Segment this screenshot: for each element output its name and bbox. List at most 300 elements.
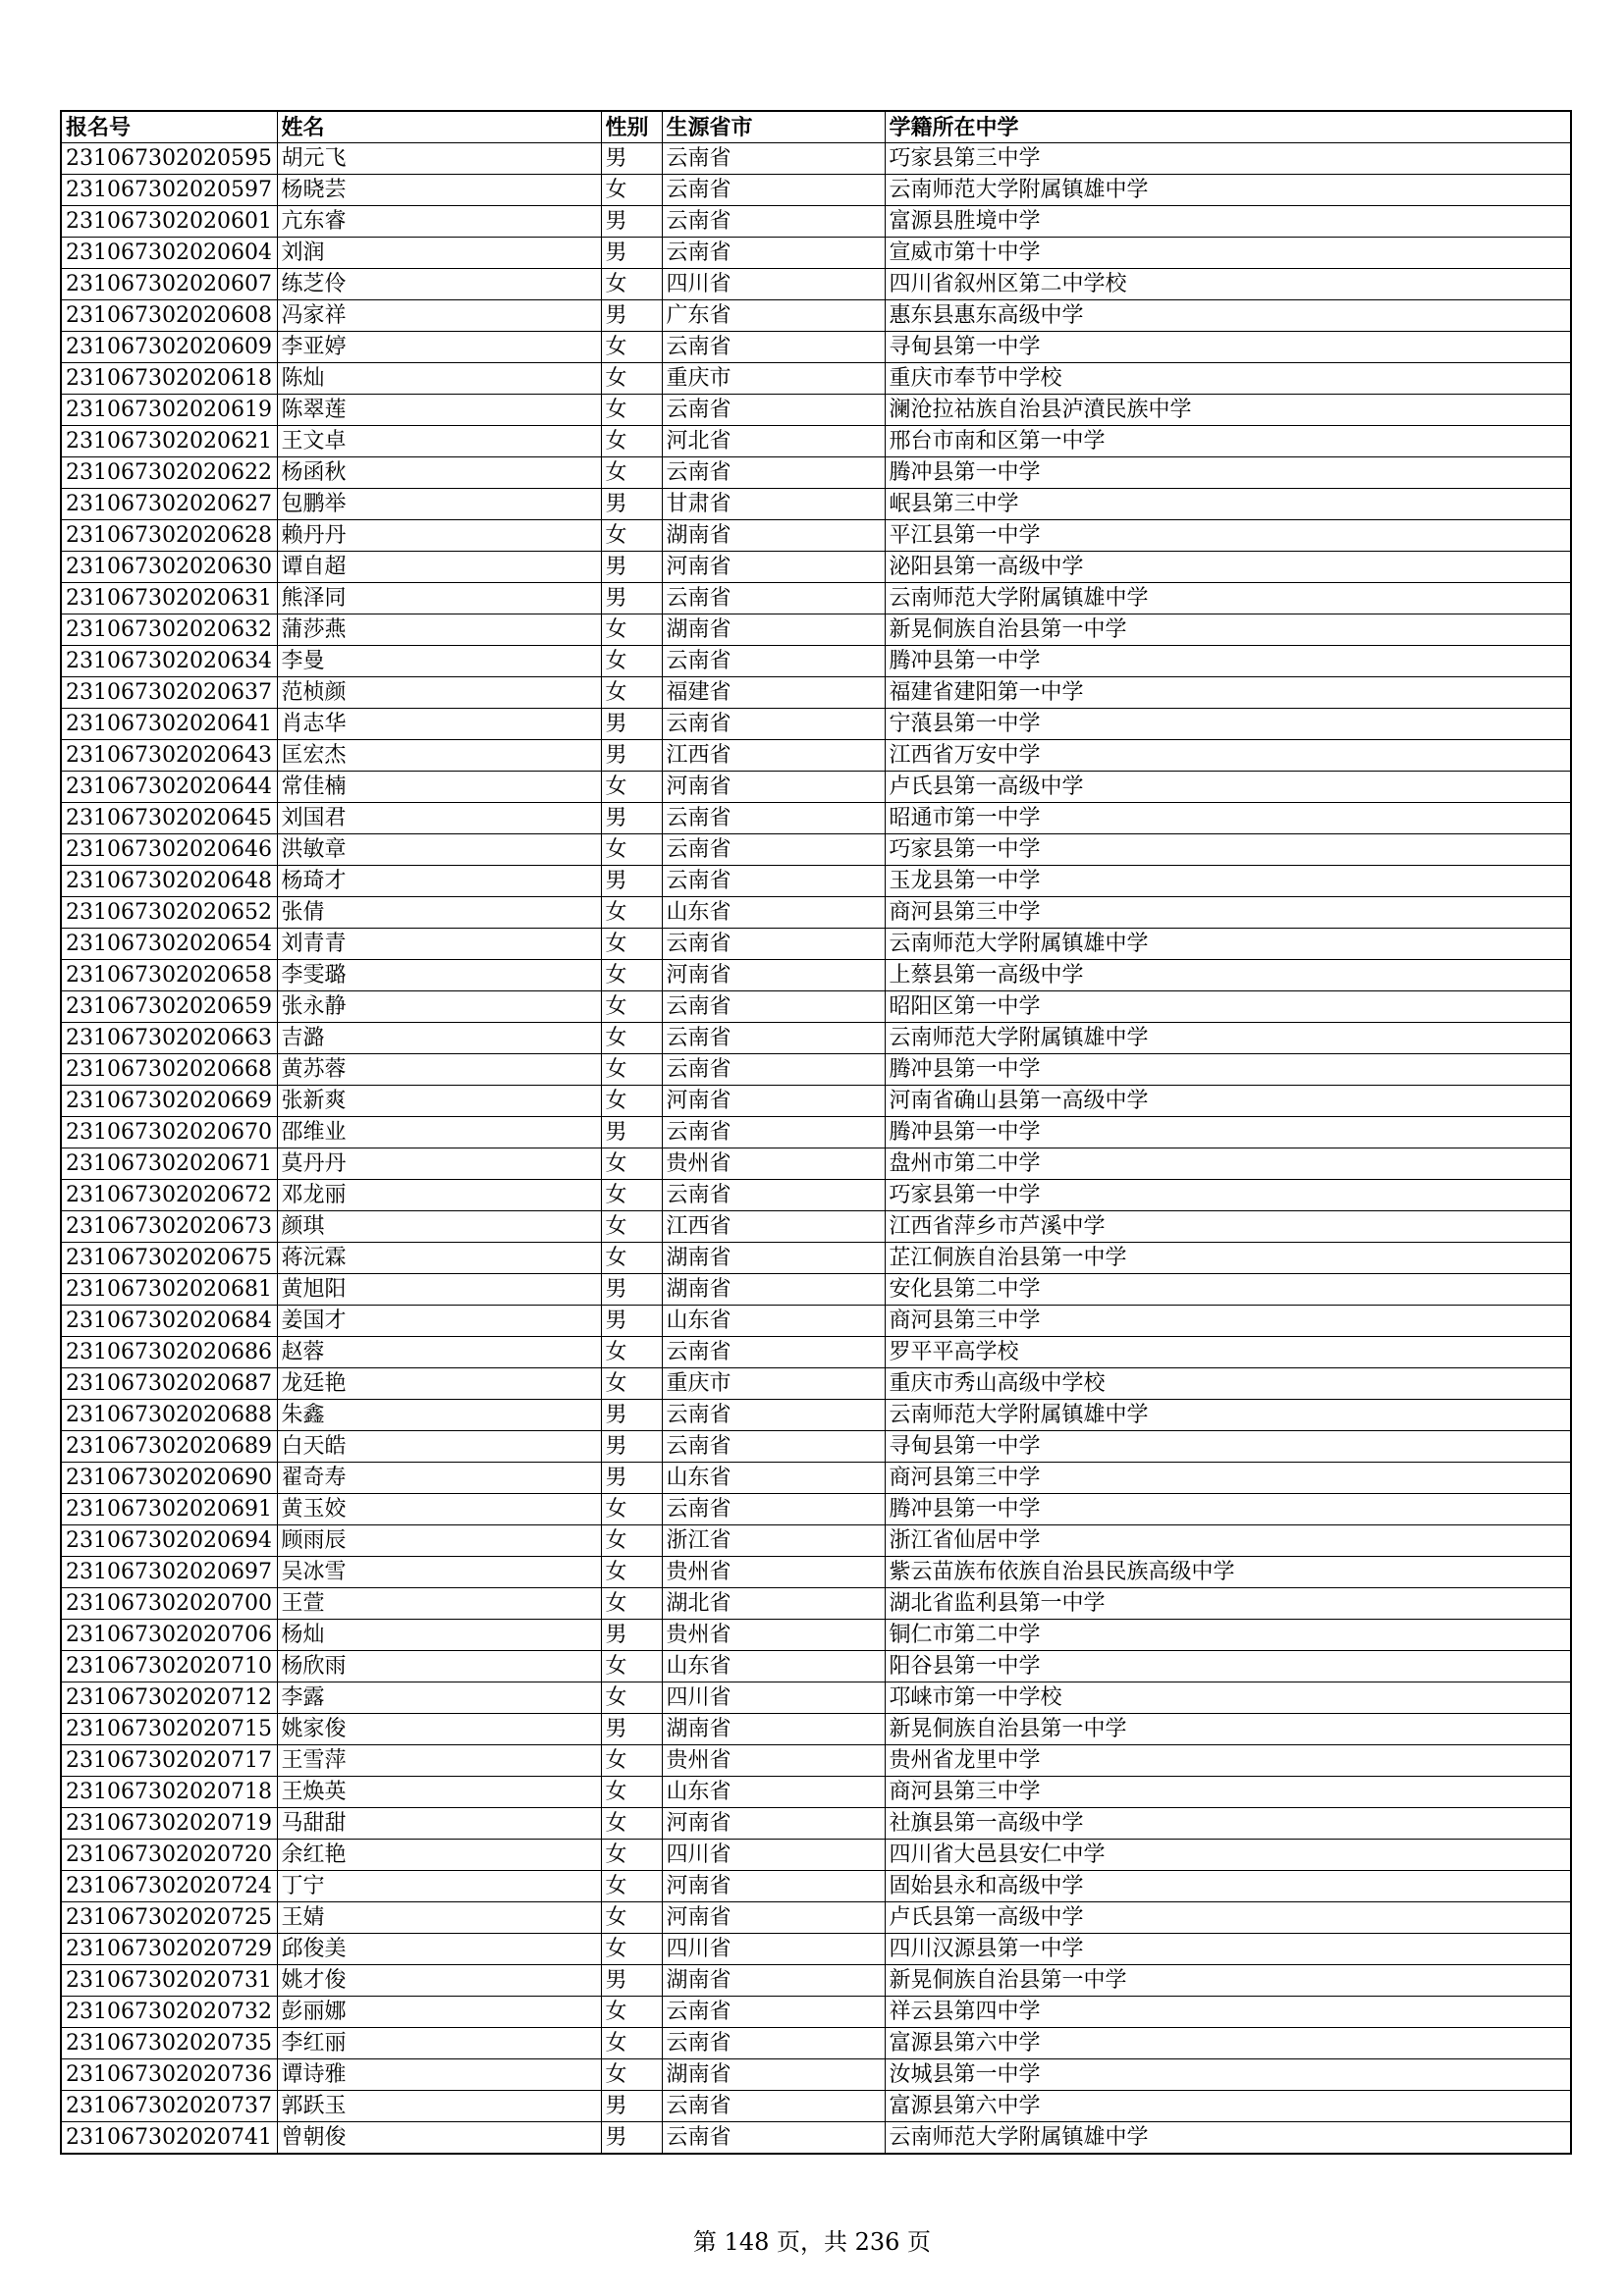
high-school-cell: 邛崃市第一中学校 xyxy=(885,1682,1571,1714)
high-school-cell: 巧家县第一中学 xyxy=(885,1180,1571,1211)
gender-cell: 女 xyxy=(601,1086,662,1117)
table-row xyxy=(61,2122,1571,2155)
high-school-cell: 重庆市奉节中学校 xyxy=(885,363,1571,395)
table-row xyxy=(61,1840,1571,1871)
gender-cell: 女 xyxy=(601,363,662,395)
origin-province-cell: 云南省 xyxy=(662,175,885,206)
registration-number-cell: 231067302020634 xyxy=(61,646,277,677)
origin-province-cell: 四川省 xyxy=(662,1840,885,1871)
table-row xyxy=(61,1745,1571,1777)
registration-number-cell: 231067302020643 xyxy=(61,740,277,772)
high-school-cell: 四川省大邑县安仁中学 xyxy=(885,1840,1571,1871)
gender-cell: 男 xyxy=(601,1306,662,1337)
gender-cell: 女 xyxy=(601,1682,662,1714)
high-school-cell: 腾冲县第一中学 xyxy=(885,1054,1571,1086)
table-row xyxy=(61,1525,1571,1557)
name-cell: 丁宁 xyxy=(277,1871,601,1902)
name-cell: 黄苏蓉 xyxy=(277,1054,601,1086)
high-school-cell: 新晃侗族自治县第一中学 xyxy=(885,1714,1571,1745)
origin-province-cell: 云南省 xyxy=(662,991,885,1023)
high-school-cell: 邢台市南和区第一中学 xyxy=(885,426,1571,457)
registration-number-cell: 231067302020648 xyxy=(61,866,277,897)
table-row xyxy=(61,395,1571,426)
gender-cell: 男 xyxy=(601,1714,662,1745)
gender-cell: 男 xyxy=(601,709,662,740)
name-cell: 常佳楠 xyxy=(277,772,601,803)
origin-province-cell: 重庆市 xyxy=(662,1368,885,1400)
name-cell: 邓龙丽 xyxy=(277,1180,601,1211)
registration-number-cell: 231067302020690 xyxy=(61,1463,277,1494)
registration-number-cell: 231067302020670 xyxy=(61,1117,277,1148)
high-school-cell: 昭阳区第一中学 xyxy=(885,991,1571,1023)
high-school-cell: 上蔡县第一高级中学 xyxy=(885,960,1571,991)
gender-cell: 女 xyxy=(601,1180,662,1211)
name-cell: 杨琦才 xyxy=(277,866,601,897)
origin-province-cell: 山东省 xyxy=(662,897,885,929)
table-row xyxy=(61,1808,1571,1840)
registration-number-cell: 231067302020735 xyxy=(61,2028,277,2059)
name-cell: 郭跃玉 xyxy=(277,2091,601,2122)
gender-cell: 女 xyxy=(601,332,662,363)
high-school-cell: 平江县第一中学 xyxy=(885,520,1571,552)
high-school-cell: 腾冲县第一中学 xyxy=(885,646,1571,677)
table-body xyxy=(61,143,1571,2155)
high-school-cell: 云南师范大学附属镇雄中学 xyxy=(885,929,1571,960)
registration-number-cell: 231067302020684 xyxy=(61,1306,277,1337)
table-row xyxy=(61,1054,1571,1086)
registration-number-cell: 231067302020732 xyxy=(61,1997,277,2028)
gender-cell: 女 xyxy=(601,1588,662,1620)
name-cell: 张倩 xyxy=(277,897,601,929)
high-school-cell: 寻甸县第一中学 xyxy=(885,332,1571,363)
origin-province-cell: 云南省 xyxy=(662,206,885,238)
table-row xyxy=(61,1871,1571,1902)
origin-province-cell: 河南省 xyxy=(662,1871,885,1902)
registration-number-cell: 231067302020621 xyxy=(61,426,277,457)
gender-cell: 男 xyxy=(601,1400,662,1431)
name-cell: 黄旭阳 xyxy=(277,1274,601,1306)
origin-province-cell: 湖南省 xyxy=(662,520,885,552)
name-cell: 练芝伶 xyxy=(277,269,601,300)
registration-number-cell: 231067302020671 xyxy=(61,1148,277,1180)
origin-province-cell: 山东省 xyxy=(662,1651,885,1682)
header-gender: 性别 xyxy=(601,111,662,143)
high-school-cell: 商河县第三中学 xyxy=(885,1463,1571,1494)
name-cell: 张永静 xyxy=(277,991,601,1023)
high-school-cell: 富源县第六中学 xyxy=(885,2028,1571,2059)
table-row xyxy=(61,614,1571,646)
name-cell: 肖志华 xyxy=(277,709,601,740)
high-school-cell: 寻甸县第一中学 xyxy=(885,1431,1571,1463)
high-school-cell: 澜沧拉祜族自治县泸濆民族中学 xyxy=(885,395,1571,426)
gender-cell: 男 xyxy=(601,583,662,614)
gender-cell: 女 xyxy=(601,646,662,677)
high-school-cell: 腾冲县第一中学 xyxy=(885,1494,1571,1525)
origin-province-cell: 云南省 xyxy=(662,1337,885,1368)
gender-cell: 女 xyxy=(601,1243,662,1274)
origin-province-cell: 云南省 xyxy=(662,646,885,677)
gender-cell: 女 xyxy=(601,1808,662,1840)
origin-province-cell: 云南省 xyxy=(662,1494,885,1525)
registration-number-cell: 231067302020687 xyxy=(61,1368,277,1400)
table-row xyxy=(61,1777,1571,1808)
table-row xyxy=(61,929,1571,960)
origin-province-cell: 四川省 xyxy=(662,1934,885,1965)
high-school-cell: 岷县第三中学 xyxy=(885,489,1571,520)
origin-province-cell: 云南省 xyxy=(662,395,885,426)
high-school-cell: 湖北省监利县第一中学 xyxy=(885,1588,1571,1620)
page-footer: 第 148 页，共 236 页 xyxy=(692,2228,932,2256)
gender-cell: 女 xyxy=(601,929,662,960)
registration-number-cell: 231067302020631 xyxy=(61,583,277,614)
name-cell: 刘润 xyxy=(277,238,601,269)
high-school-cell: 富源县胜境中学 xyxy=(885,206,1571,238)
high-school-cell: 富源县第六中学 xyxy=(885,2091,1571,2122)
high-school-cell: 四川省叙州区第二中学校 xyxy=(885,269,1571,300)
high-school-cell: 新晃侗族自治县第一中学 xyxy=(885,614,1571,646)
high-school-cell: 卢氏县第一高级中学 xyxy=(885,1902,1571,1934)
registration-number-cell: 231067302020718 xyxy=(61,1777,277,1808)
gender-cell: 女 xyxy=(601,1777,662,1808)
registration-number-cell: 231067302020627 xyxy=(61,489,277,520)
gender-cell: 男 xyxy=(601,143,662,175)
high-school-cell: 昭通市第一中学 xyxy=(885,803,1571,834)
table-row xyxy=(61,1086,1571,1117)
table-row xyxy=(61,489,1571,520)
origin-province-cell: 江西省 xyxy=(662,740,885,772)
registration-number-cell: 231067302020607 xyxy=(61,269,277,300)
gender-cell: 男 xyxy=(601,238,662,269)
name-cell: 龙廷艳 xyxy=(277,1368,601,1400)
registration-number-cell: 231067302020597 xyxy=(61,175,277,206)
high-school-cell: 河南省确山县第一高级中学 xyxy=(885,1086,1571,1117)
origin-province-cell: 河南省 xyxy=(662,1902,885,1934)
name-cell: 杨函秋 xyxy=(277,457,601,489)
registration-number-cell: 231067302020595 xyxy=(61,143,277,175)
origin-province-cell: 云南省 xyxy=(662,457,885,489)
name-cell: 谭自超 xyxy=(277,552,601,583)
registration-number-cell: 231067302020686 xyxy=(61,1337,277,1368)
registration-number-cell: 231067302020663 xyxy=(61,1023,277,1054)
registration-number-cell: 231067302020700 xyxy=(61,1588,277,1620)
name-cell: 范桢颜 xyxy=(277,677,601,709)
table-row xyxy=(61,1243,1571,1274)
table-row xyxy=(61,457,1571,489)
high-school-cell: 祥云县第四中学 xyxy=(885,1997,1571,2028)
name-cell: 李露 xyxy=(277,1682,601,1714)
registration-number-cell: 231067302020691 xyxy=(61,1494,277,1525)
gender-cell: 男 xyxy=(601,1274,662,1306)
table-row xyxy=(61,1965,1571,1997)
high-school-cell: 盘州市第二中学 xyxy=(885,1148,1571,1180)
gender-cell: 女 xyxy=(601,991,662,1023)
table-row xyxy=(61,1400,1571,1431)
high-school-cell: 玉龙县第一中学 xyxy=(885,866,1571,897)
gender-cell: 女 xyxy=(601,1368,662,1400)
origin-province-cell: 湖北省 xyxy=(662,1588,885,1620)
table-header-row xyxy=(61,111,1571,143)
high-school-cell: 重庆市秀山高级中学校 xyxy=(885,1368,1571,1400)
high-school-cell: 江西省萍乡市芦溪中学 xyxy=(885,1211,1571,1243)
gender-cell: 女 xyxy=(601,1934,662,1965)
header-name: 姓名 xyxy=(277,111,601,143)
gender-cell: 男 xyxy=(601,866,662,897)
high-school-cell: 固始县永和高级中学 xyxy=(885,1871,1571,1902)
high-school-cell: 宁蒗县第一中学 xyxy=(885,709,1571,740)
registration-number-cell: 231067302020668 xyxy=(61,1054,277,1086)
gender-cell: 女 xyxy=(601,1023,662,1054)
table-row xyxy=(61,1180,1571,1211)
table-row xyxy=(61,583,1571,614)
table-row xyxy=(61,1274,1571,1306)
name-cell: 王萱 xyxy=(277,1588,601,1620)
table-row xyxy=(61,238,1571,269)
origin-province-cell: 重庆市 xyxy=(662,363,885,395)
name-cell: 李雯璐 xyxy=(277,960,601,991)
gender-cell: 女 xyxy=(601,1902,662,1934)
table-row xyxy=(61,1620,1571,1651)
registration-number-cell: 231067302020675 xyxy=(61,1243,277,1274)
table-row xyxy=(61,1997,1571,2028)
registration-number-cell: 231067302020706 xyxy=(61,1620,277,1651)
name-cell: 熊泽同 xyxy=(277,583,601,614)
table-row xyxy=(61,2059,1571,2091)
origin-province-cell: 云南省 xyxy=(662,1400,885,1431)
name-cell: 杨灿 xyxy=(277,1620,601,1651)
registration-number-cell: 231067302020658 xyxy=(61,960,277,991)
gender-cell: 女 xyxy=(601,1745,662,1777)
registration-number-cell: 231067302020654 xyxy=(61,929,277,960)
origin-province-cell: 四川省 xyxy=(662,269,885,300)
high-school-cell: 罗平平高学校 xyxy=(885,1337,1571,1368)
origin-province-cell: 福建省 xyxy=(662,677,885,709)
high-school-cell: 阳谷县第一中学 xyxy=(885,1651,1571,1682)
registration-number-cell: 231067302020712 xyxy=(61,1682,277,1714)
high-school-cell: 卢氏县第一高级中学 xyxy=(885,772,1571,803)
table-row xyxy=(61,520,1571,552)
name-cell: 王焕英 xyxy=(277,1777,601,1808)
name-cell: 王雪萍 xyxy=(277,1745,601,1777)
name-cell: 杨晓芸 xyxy=(277,175,601,206)
gender-cell: 女 xyxy=(601,520,662,552)
gender-cell: 男 xyxy=(601,206,662,238)
table-row xyxy=(61,772,1571,803)
origin-province-cell: 云南省 xyxy=(662,238,885,269)
table-row xyxy=(61,1714,1571,1745)
high-school-cell: 贵州省龙里中学 xyxy=(885,1745,1571,1777)
high-school-cell: 社旗县第一高级中学 xyxy=(885,1808,1571,1840)
table-row xyxy=(61,332,1571,363)
registration-number-cell: 231067302020630 xyxy=(61,552,277,583)
name-cell: 王婧 xyxy=(277,1902,601,1934)
origin-province-cell: 浙江省 xyxy=(662,1525,885,1557)
gender-cell: 女 xyxy=(601,426,662,457)
name-cell: 黄玉姣 xyxy=(277,1494,601,1525)
name-cell: 李亚婷 xyxy=(277,332,601,363)
origin-province-cell: 河南省 xyxy=(662,552,885,583)
registration-number-cell: 231067302020641 xyxy=(61,709,277,740)
gender-cell: 女 xyxy=(601,1871,662,1902)
table-row xyxy=(61,143,1571,175)
origin-province-cell: 湖南省 xyxy=(662,1714,885,1745)
gender-cell: 女 xyxy=(601,1211,662,1243)
origin-province-cell: 云南省 xyxy=(662,1023,885,1054)
high-school-cell: 惠东县惠东高级中学 xyxy=(885,300,1571,332)
gender-cell: 女 xyxy=(601,1054,662,1086)
origin-province-cell: 贵州省 xyxy=(662,1745,885,1777)
high-school-cell: 云南师范大学附属镇雄中学 xyxy=(885,1400,1571,1431)
gender-cell: 男 xyxy=(601,1463,662,1494)
registration-number-cell: 231067302020725 xyxy=(61,1902,277,1934)
table-row xyxy=(61,991,1571,1023)
registration-number-cell: 231067302020646 xyxy=(61,834,277,866)
high-school-cell: 芷江侗族自治县第一中学 xyxy=(885,1243,1571,1274)
registration-number-cell: 231067302020694 xyxy=(61,1525,277,1557)
table-row xyxy=(61,1557,1571,1588)
table-row xyxy=(61,709,1571,740)
gender-cell: 男 xyxy=(601,1620,662,1651)
gender-cell: 男 xyxy=(601,489,662,520)
name-cell: 马甜甜 xyxy=(277,1808,601,1840)
name-cell: 邵维业 xyxy=(277,1117,601,1148)
origin-province-cell: 四川省 xyxy=(662,1682,885,1714)
name-cell: 陈灿 xyxy=(277,363,601,395)
gender-cell: 女 xyxy=(601,834,662,866)
gender-cell: 女 xyxy=(601,2028,662,2059)
table-row xyxy=(61,897,1571,929)
name-cell: 姜国才 xyxy=(277,1306,601,1337)
gender-cell: 女 xyxy=(601,175,662,206)
high-school-cell: 腾冲县第一中学 xyxy=(885,1117,1571,1148)
gender-cell: 女 xyxy=(601,614,662,646)
registration-number-cell: 231067302020608 xyxy=(61,300,277,332)
registration-number-cell: 231067302020710 xyxy=(61,1651,277,1682)
high-school-cell: 江西省万安中学 xyxy=(885,740,1571,772)
name-cell: 包鹏举 xyxy=(277,489,601,520)
gender-cell: 男 xyxy=(601,300,662,332)
origin-province-cell: 河北省 xyxy=(662,426,885,457)
table-row xyxy=(61,1023,1571,1054)
name-cell: 余红艳 xyxy=(277,1840,601,1871)
header-high-school: 学籍所在中学 xyxy=(885,111,1571,143)
high-school-cell: 铜仁市第二中学 xyxy=(885,1620,1571,1651)
registration-number-cell: 231067302020604 xyxy=(61,238,277,269)
table-row xyxy=(61,1431,1571,1463)
gender-cell: 女 xyxy=(601,269,662,300)
table-row xyxy=(61,866,1571,897)
high-school-cell: 汝城县第一中学 xyxy=(885,2059,1571,2091)
gender-cell: 女 xyxy=(601,677,662,709)
gender-cell: 男 xyxy=(601,1431,662,1463)
gender-cell: 男 xyxy=(601,740,662,772)
registration-number-cell: 231067302020632 xyxy=(61,614,277,646)
registration-number-cell: 231067302020672 xyxy=(61,1180,277,1211)
table-row xyxy=(61,740,1571,772)
gender-cell: 女 xyxy=(601,2059,662,2091)
table-row xyxy=(61,834,1571,866)
origin-province-cell: 江西省 xyxy=(662,1211,885,1243)
table-row xyxy=(61,1934,1571,1965)
gender-cell: 男 xyxy=(601,1117,662,1148)
table-row xyxy=(61,1148,1571,1180)
table-row xyxy=(61,269,1571,300)
origin-province-cell: 云南省 xyxy=(662,1117,885,1148)
name-cell: 冯家祥 xyxy=(277,300,601,332)
name-cell: 曾朝俊 xyxy=(277,2122,601,2155)
name-cell: 彭丽娜 xyxy=(277,1997,601,2028)
origin-province-cell: 云南省 xyxy=(662,1431,885,1463)
table-row xyxy=(61,1494,1571,1525)
table-row xyxy=(61,552,1571,583)
registration-number-cell: 231067302020645 xyxy=(61,803,277,834)
gender-cell: 女 xyxy=(601,1840,662,1871)
name-cell: 吉潞 xyxy=(277,1023,601,1054)
high-school-cell: 巧家县第三中学 xyxy=(885,143,1571,175)
name-cell: 蒲莎燕 xyxy=(277,614,601,646)
registration-number-cell: 231067302020737 xyxy=(61,2091,277,2122)
origin-province-cell: 贵州省 xyxy=(662,1620,885,1651)
origin-province-cell: 云南省 xyxy=(662,332,885,363)
table-row xyxy=(61,1651,1571,1682)
registration-number-cell: 231067302020669 xyxy=(61,1086,277,1117)
gender-cell: 男 xyxy=(601,2122,662,2155)
admission-list-table xyxy=(60,110,1572,2155)
registration-number-cell: 231067302020689 xyxy=(61,1431,277,1463)
high-school-cell: 四川汉源县第一中学 xyxy=(885,1934,1571,1965)
table-row xyxy=(61,2028,1571,2059)
name-cell: 赖丹丹 xyxy=(277,520,601,552)
origin-province-cell: 河南省 xyxy=(662,772,885,803)
registration-number-cell: 231067302020673 xyxy=(61,1211,277,1243)
gender-cell: 男 xyxy=(601,1965,662,1997)
gender-cell: 女 xyxy=(601,1557,662,1588)
registration-number-cell: 231067302020652 xyxy=(61,897,277,929)
gender-cell: 男 xyxy=(601,552,662,583)
origin-province-cell: 贵州省 xyxy=(662,1557,885,1588)
name-cell: 谭诗雅 xyxy=(277,2059,601,2091)
gender-cell: 女 xyxy=(601,457,662,489)
table-row xyxy=(61,1588,1571,1620)
gender-cell: 女 xyxy=(601,1651,662,1682)
table-row xyxy=(61,1682,1571,1714)
origin-province-cell: 云南省 xyxy=(662,1054,885,1086)
registration-number-cell: 231067302020609 xyxy=(61,332,277,363)
table-row xyxy=(61,1368,1571,1400)
registration-number-cell: 231067302020622 xyxy=(61,457,277,489)
origin-province-cell: 河南省 xyxy=(662,1086,885,1117)
origin-province-cell: 甘肃省 xyxy=(662,489,885,520)
table-row xyxy=(61,646,1571,677)
origin-province-cell: 云南省 xyxy=(662,2122,885,2155)
origin-province-cell: 湖南省 xyxy=(662,1965,885,1997)
origin-province-cell: 河南省 xyxy=(662,1808,885,1840)
origin-province-cell: 云南省 xyxy=(662,583,885,614)
origin-province-cell: 云南省 xyxy=(662,866,885,897)
name-cell: 王文卓 xyxy=(277,426,601,457)
origin-province-cell: 云南省 xyxy=(662,803,885,834)
name-cell: 刘青青 xyxy=(277,929,601,960)
name-cell: 白天皓 xyxy=(277,1431,601,1463)
table-row xyxy=(61,1337,1571,1368)
high-school-cell: 安化县第二中学 xyxy=(885,1274,1571,1306)
high-school-cell: 云南师范大学附属镇雄中学 xyxy=(885,583,1571,614)
registration-number-cell: 231067302020731 xyxy=(61,1965,277,1997)
high-school-cell: 商河县第三中学 xyxy=(885,1306,1571,1337)
table-row xyxy=(61,1902,1571,1934)
registration-number-cell: 231067302020697 xyxy=(61,1557,277,1588)
gender-cell: 女 xyxy=(601,1525,662,1557)
registration-number-cell: 231067302020619 xyxy=(61,395,277,426)
